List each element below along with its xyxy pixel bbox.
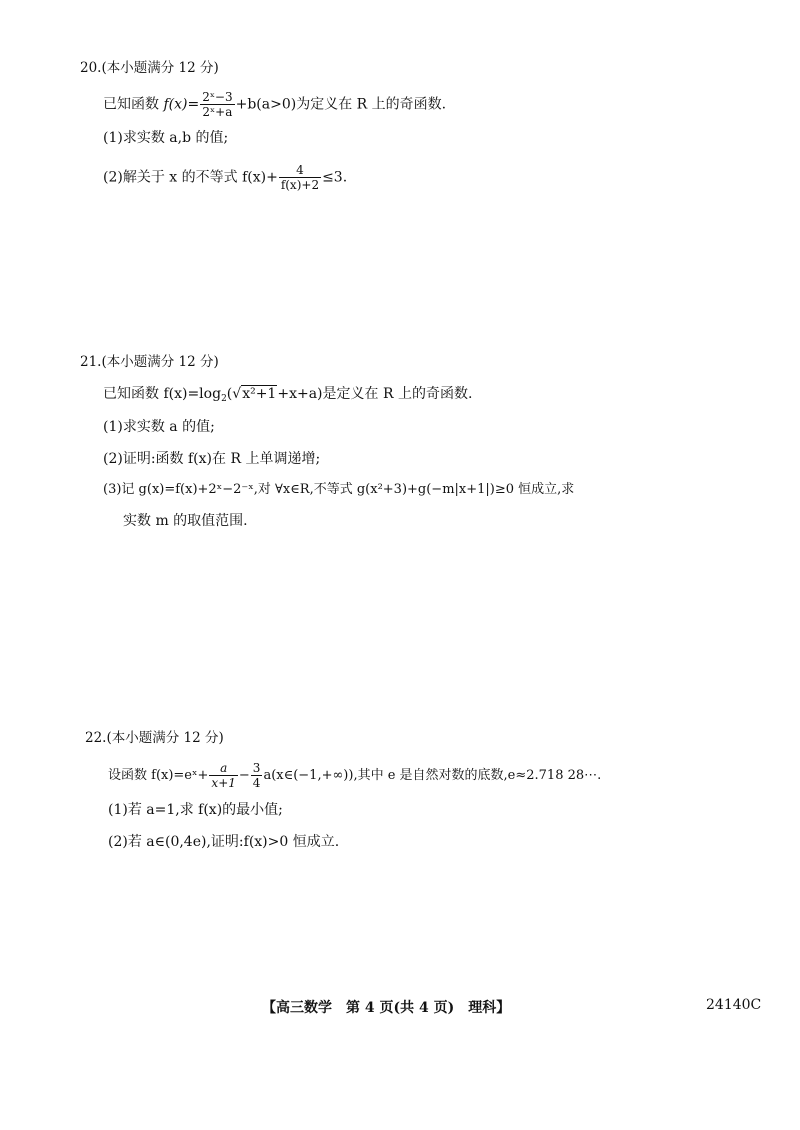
- problem-22-fraction-1: [209, 761, 237, 790]
- problem-20-q2-frac-den: f(x)+2: [280, 178, 320, 192]
- problem-22-q2: (2)若 a∈(0,4e),证明:f(x)>0 恒成立.: [108, 834, 340, 850]
- problem-21-sqrt-content: x²+1: [242, 386, 277, 402]
- problem-21-log-base: 2: [221, 394, 227, 404]
- problem-21-q2: (2)证明:函数 f(x)在 R 上单调递增;: [103, 451, 321, 467]
- problem-22-frac1-den: x+1: [211, 776, 236, 790]
- problem-20-q2-fraction: [279, 163, 321, 192]
- problem-22-stem-suffix: a(x∈(−1,+∞)),其中 e 是自然对数的底数,e≈2.718 28⋯.: [263, 768, 602, 783]
- sqrt-icon: √: [232, 386, 242, 402]
- problem-20-q2-frac-num: 4: [296, 163, 304, 177]
- problem-22-frac2-den: 4: [252, 776, 261, 790]
- problem-20-q2-suffix: ≤3.: [322, 169, 348, 186]
- problem-20-q2: [103, 163, 347, 192]
- problem-22-header: 22.(本小题满分 12 分): [85, 730, 224, 746]
- problem-20-q2-prefix: (2)解关于 x 的不等式 f(x)+: [103, 169, 278, 186]
- problem-20-header: 20.(本小题满分 12 分): [80, 60, 219, 76]
- problem-20-fraction: [200, 90, 234, 119]
- problem-20-frac-den: 2ˣ+a: [200, 104, 234, 119]
- problem-21-q3-line1: (3)记 g(x)=f(x)+2ˣ−2⁻ˣ,对 ∀x∈R,不等式 g(x²+3)+g(−m|x+1|)≥0 恒成立,求: [103, 482, 575, 497]
- problem-21-paren-open: (: [226, 386, 233, 402]
- exam-code: 24140C: [706, 997, 762, 1013]
- problem-20-frac-num: 2ˣ−3: [202, 90, 233, 104]
- page-footer: 【高三数学 第 4 页(共 4 页) 理科】: [262, 1000, 511, 1016]
- problem-20-func: f(x)=: [163, 96, 200, 113]
- problem-21-header: 21.(本小题满分 12 分): [80, 354, 219, 370]
- problem-22-frac1-num: a: [220, 761, 228, 775]
- problem-21-stem-rest: +x+a)是定义在 R 上的奇函数.: [277, 386, 473, 402]
- problem-21-stem-prefix: 已知函数 f(x)=log: [103, 386, 222, 402]
- problem-22-minus: −: [238, 768, 250, 783]
- problem-20-stem-suffix: +b(a>0)为定义在 R 上的奇函数.: [235, 96, 447, 113]
- problem-22-fraction-2: [251, 761, 263, 790]
- problem-21-stem: [103, 384, 472, 404]
- problem-22-frac2-num: 3: [252, 761, 261, 775]
- problem-21-q3-line2: 实数 m 的取值范围.: [123, 513, 248, 529]
- problem-20-stem-prefix: 已知函数: [103, 96, 164, 113]
- problem-22-stem-prefix: 设函数 f(x)=eˣ+: [108, 768, 209, 783]
- problem-20-q1: (1)求实数 a,b 的值;: [103, 130, 229, 146]
- problem-22-stem: [108, 761, 601, 790]
- problem-22-q1: (1)若 a=1,求 f(x)的最小值;: [108, 802, 283, 818]
- problem-20-stem: [103, 90, 446, 119]
- problem-21-q1: (1)求实数 a 的值;: [103, 419, 215, 435]
